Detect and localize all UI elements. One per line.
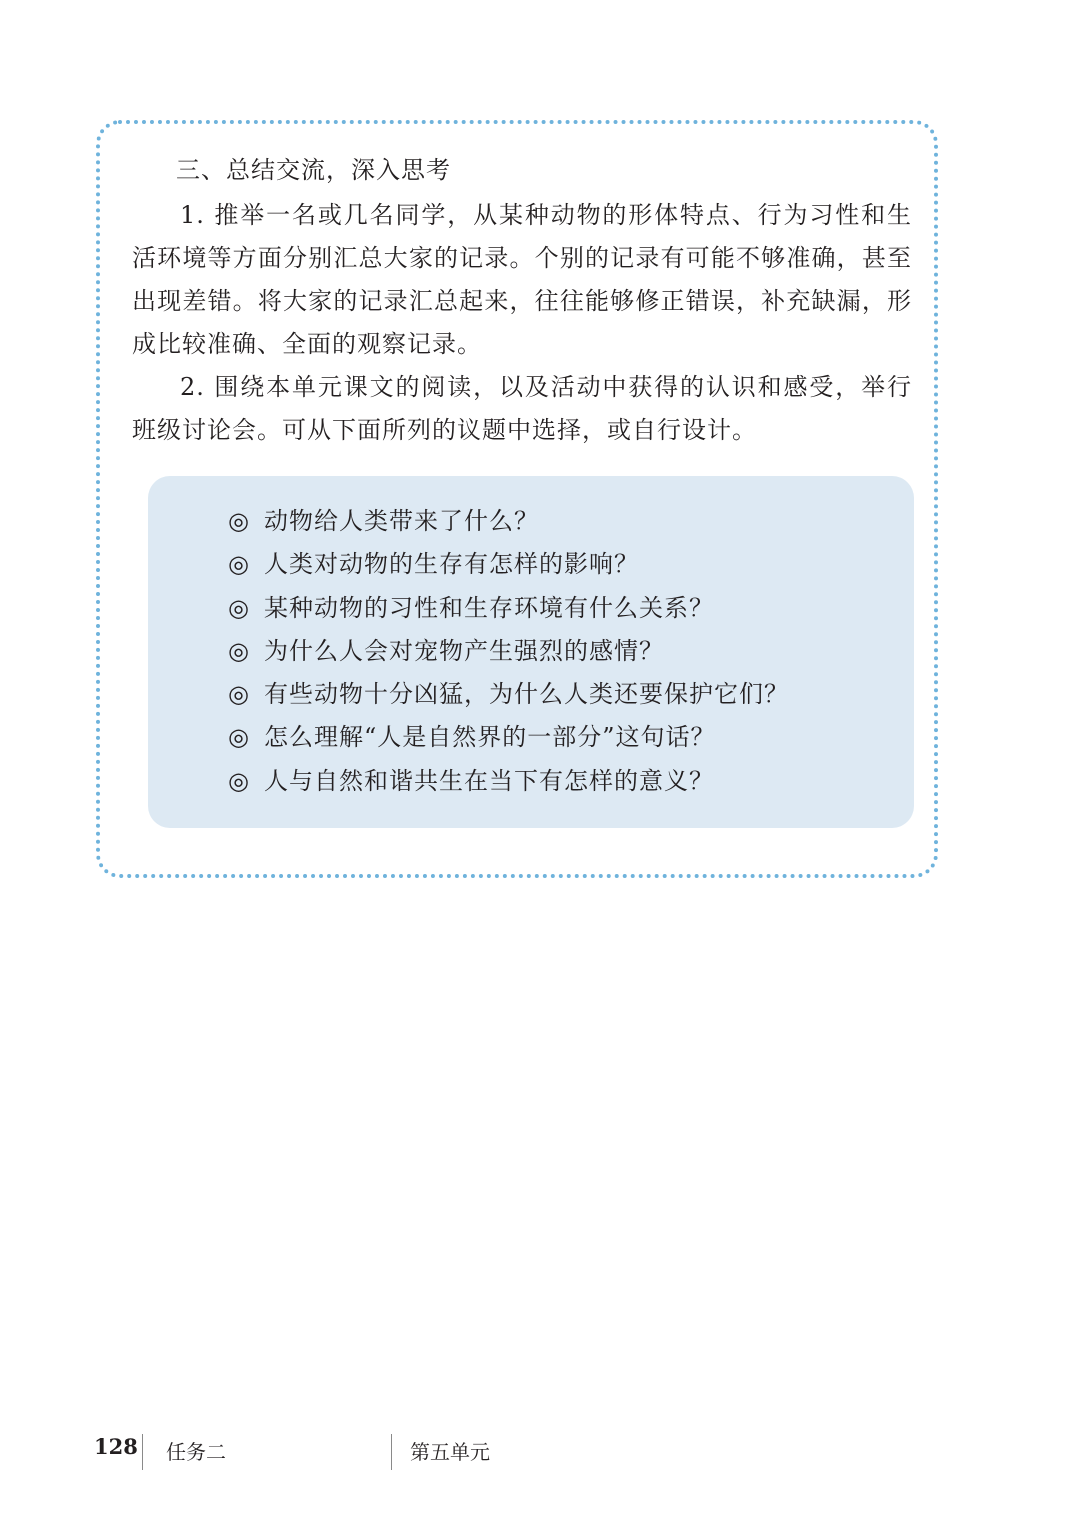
list-item [228, 760, 789, 803]
double-circle-bullet-icon: ◎ [228, 680, 250, 709]
topic-text: 人类对动物的生存有怎样的影响？ [264, 550, 639, 579]
list-item [228, 716, 789, 759]
double-circle-bullet-icon: ◎ [228, 507, 250, 535]
list-item [228, 587, 789, 630]
list-item [228, 673, 789, 716]
topic-text: 某种动物的习性和生存环境有什么关系？ [264, 593, 714, 622]
page-footer [0, 1432, 1080, 1472]
double-circle-bullet-icon: ◎ [228, 636, 250, 665]
page-number: 128 [94, 1434, 138, 1459]
topic-text: 有些动物十分凶猛，为什么人类还要保护它们？ [264, 680, 789, 709]
double-circle-bullet-icon: ◎ [228, 550, 250, 579]
footer-divider [142, 1434, 143, 1470]
list-item [228, 543, 789, 586]
topic-text: 为什么人会对宠物产生强烈的感情？ [264, 636, 664, 665]
paragraph-2: 2. 围绕本单元课文的阅读，以及活动中获得的认识和感受，举行班级讨论会。可从下面所列的议题中选择，或自行设计。 [132, 373, 912, 444]
list-item [228, 500, 789, 543]
topic-list [228, 500, 789, 803]
footer-unit-label: 第五单元 [410, 1440, 490, 1464]
double-circle-bullet-icon: ◎ [228, 723, 250, 752]
topic-text: 人与自然和谐共生在当下有怎样的意义？ [264, 766, 714, 795]
footer-divider [391, 1434, 392, 1470]
double-circle-bullet-icon: ◎ [228, 593, 250, 622]
topic-text: 动物给人类带来了什么？ [264, 507, 539, 535]
topic-text: 怎么理解“人是自然界的一部分”这句话？ [264, 723, 716, 752]
section-heading: 三、总结交流，深入思考 [176, 156, 451, 184]
list-item [228, 630, 789, 673]
paragraph-1: 1. 推举一名或几名同学，从某种动物的形体特点、行为习性和生活环境等方面分别汇总大家的记录。个别的记录有可能不够准确，甚至出现差错。将大家的记录汇总起来，往往能够修正错误，补充缺漏，形成比较准确、全面的观察记录。 [132, 201, 912, 358]
double-circle-bullet-icon: ◎ [228, 766, 250, 795]
footer-task-label: 任务二 [166, 1440, 226, 1464]
